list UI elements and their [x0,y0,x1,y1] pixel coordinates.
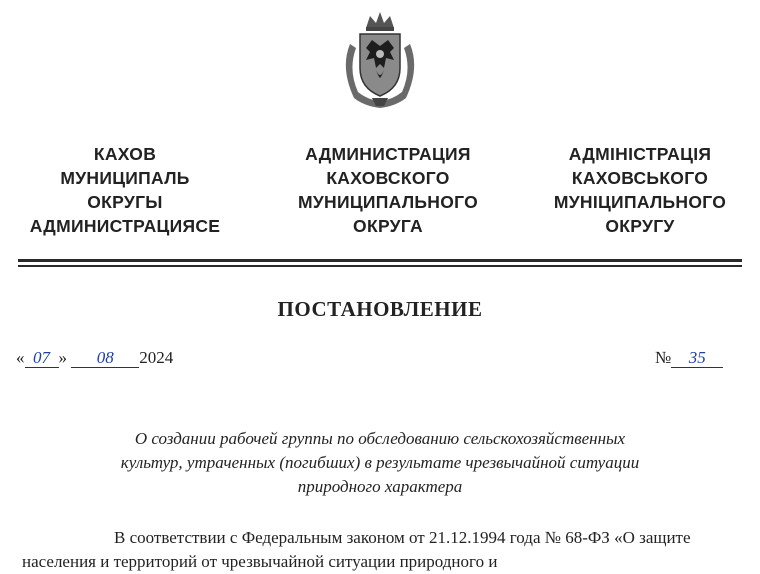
document-subject [40,427,720,499]
date-open-quote: « [16,348,25,367]
header-line: АДМИНИСТРАЦИЯ [305,144,471,164]
document-date [16,348,173,368]
divider-thick [18,259,742,262]
subject-line: О создании рабочей группы по обследованию сельскохозяйственных [134,429,626,448]
header-lang-2 [265,142,511,238]
header-line: ОКРУГЫ [87,192,163,212]
header-line: КАХОВСКОГО [326,168,450,188]
header-line: МУНИЦИПАЛЬ [60,168,190,188]
subject-line: природного характера [297,477,463,496]
date-month: 08 [71,349,139,368]
header-lang-1 [0,142,250,238]
number-prefix: № [655,348,672,367]
divider-thin [18,265,742,267]
header-line: КАХОВ [93,144,157,164]
document-type: ПОСТАНОВЛЕНИЕ [277,297,483,321]
header-line: ОКРУГА [353,216,423,236]
header-line: ОКРУГУ [605,216,675,236]
number-value: 35 [671,349,723,368]
header-line: МУНИЦИПАЛЬНОГО [297,192,479,212]
header-line: АДМІНІСТРАЦІЯ [568,144,712,164]
subject-line: культур, утраченных (погибших) в результате чрезвычайной ситуации [120,453,640,472]
date-year: 2024 [139,348,174,367]
date-close-quote: » [58,348,67,367]
header-lang-3 [520,142,760,238]
body-paragraph: В соответствии с Федеральным законом от 21.12.1994 года № 68-ФЗ «О защите населения и территорий от чрезвычайной ситуации природного и [22,528,691,571]
header-line: АДМИНИСТРАЦИЯСЕ [29,216,221,236]
date-day: 07 [25,349,59,368]
header-line: КАХОВСЬКОГО [571,168,709,188]
header-line: МУНІЦИПАЛЬНОГО [553,192,727,212]
document-number [655,348,723,368]
coat-of-arms-icon [332,6,428,110]
